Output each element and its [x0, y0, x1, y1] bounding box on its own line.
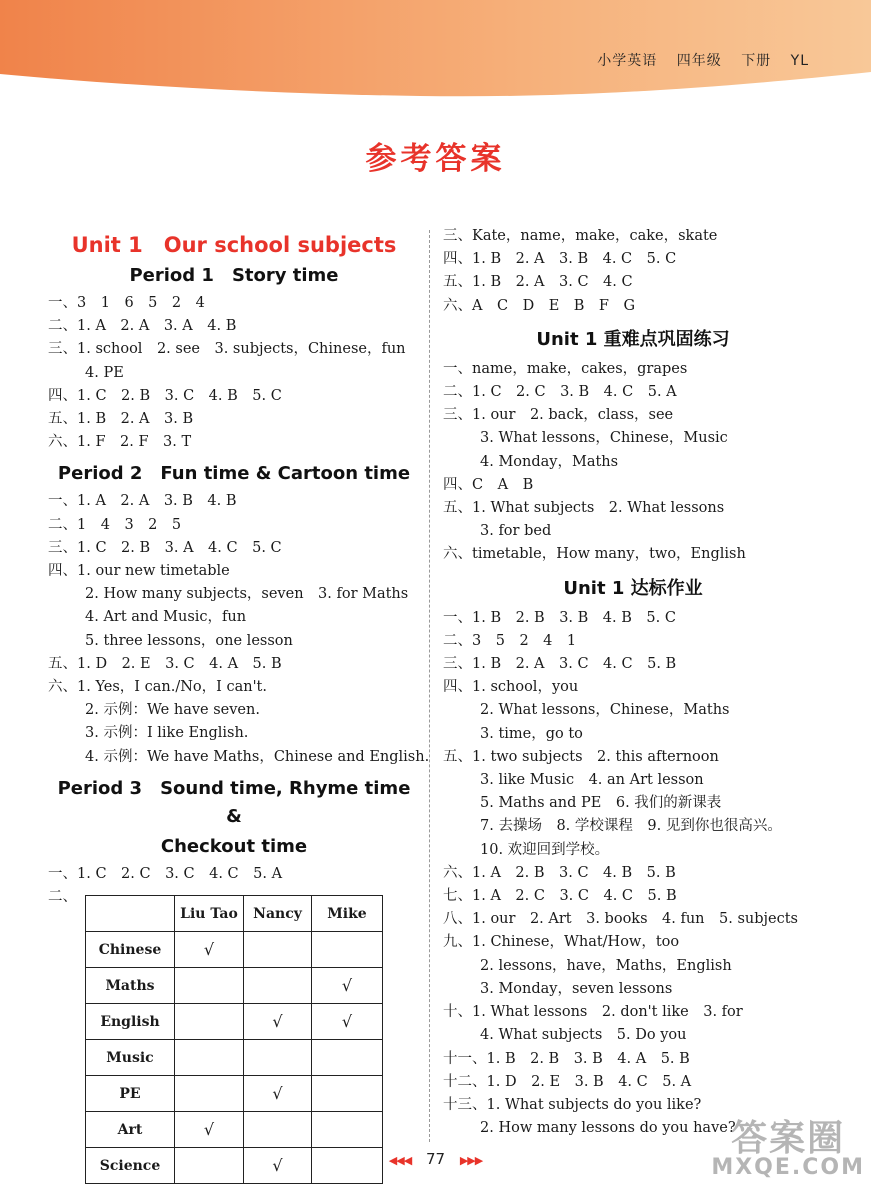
- check-cell: [244, 932, 312, 968]
- answer-line: 三、1. C 2. B 3. A 4. C 5. C: [48, 539, 282, 556]
- table-header-row: [86, 896, 383, 932]
- answer-line: 3. time，go to: [480, 725, 583, 742]
- check-cell: [312, 1076, 383, 1112]
- subject-cell: English: [86, 1004, 175, 1040]
- answer-label: 二、: [48, 889, 77, 906]
- period3-title: Period 3 Sound time, Rhyme time &: [57, 777, 411, 827]
- check-cell: [312, 1112, 383, 1148]
- header-info: [583, 50, 809, 70]
- check-cell: [244, 968, 312, 1004]
- check-cell: [175, 968, 244, 1004]
- period1-title: Period 1 Story time: [129, 265, 339, 286]
- table-corner-cell: [86, 896, 175, 932]
- table-header-cell: Mike: [312, 896, 383, 932]
- check-cell: √: [244, 1076, 312, 1112]
- answer-line: 5. Maths and PE 6. 我们的新课表: [480, 795, 722, 812]
- check-cell: √: [175, 932, 244, 968]
- check-cell: [175, 1004, 244, 1040]
- answer-line: 4. PE: [85, 364, 124, 381]
- page-number: 77: [425, 1150, 446, 1168]
- answer-line: 六、1. F 2. F 3. T: [48, 434, 192, 451]
- answer-line: 一、name，make，cakes，grapes: [443, 360, 688, 377]
- answer-line: 3. Monday，seven lessons: [480, 980, 673, 997]
- period3-title-cont: Checkout time: [160, 835, 308, 857]
- header-grade: 四年级: [676, 53, 722, 69]
- header-edition: YL: [790, 53, 809, 69]
- answer-line: 四、1. B 2. A 3. B 4. C 5. C: [443, 251, 677, 268]
- left-column: [48, 225, 430, 1184]
- page-title: 参考答案: [365, 141, 506, 177]
- answer-line: 四、1. our new timetable: [48, 563, 230, 580]
- answer-line: 3. What lessons，Chinese，Music: [480, 430, 728, 447]
- header-term: 下册: [741, 53, 772, 69]
- answer-line: 2. How many lessons do you have?: [480, 1120, 736, 1137]
- answer-line: 3. 示例：I like English.: [85, 725, 249, 742]
- answer-line: 三、Kate，name，make，cake，skate: [443, 228, 718, 244]
- answer-line: 六、1. A 2. B 3. C 4. B 5. B: [443, 864, 676, 881]
- check-cell: √: [175, 1112, 244, 1148]
- answer-line: 六、1. Yes，I can./No，I can't.: [48, 679, 267, 696]
- answer-line: 三、1. B 2. A 3. C 4. C 5. B: [443, 656, 677, 673]
- subject-cell: Music: [86, 1040, 175, 1076]
- watermark: [711, 1110, 865, 1180]
- answer-line: 2. lessons，have，Maths，English: [480, 957, 732, 974]
- answer-line: 一、1. C 2. C 3. C 4. C 5. A: [48, 865, 283, 882]
- subject-cell: PE: [86, 1076, 175, 1112]
- review-section-title: Unit 1 重难点巩固练习: [536, 328, 730, 350]
- table-row: [86, 1076, 383, 1112]
- answer-line: 二、3 5 2 4 1: [443, 632, 577, 649]
- answer-line: 五、1. D 2. E 3. C 4. A 5. B: [48, 655, 282, 672]
- check-cell: [312, 932, 383, 968]
- answer-line: 五、1. B 2. A 3. C 4. C: [443, 274, 633, 291]
- right-column: [443, 225, 823, 1140]
- assessment-section-title: Unit 1 达标作业: [563, 577, 703, 599]
- answer-line: 4. Monday，Maths: [480, 453, 619, 470]
- table-row: [86, 932, 383, 968]
- answer-line: 2. How many subjects，seven 3. for Maths: [85, 586, 409, 603]
- answer-line: 2. What lessons，Chinese，Maths: [480, 702, 730, 719]
- answer-line: 四、1. C 2. B 3. C 4. B 5. C: [48, 387, 282, 404]
- answer-line: 四、C A B: [443, 476, 534, 493]
- answer-line: 七、1. A 2. C 3. C 4. C 5. B: [443, 888, 677, 905]
- answer-line: 一、3 1 6 5 2 4: [48, 295, 205, 311]
- watermark-url: MXQE.COM: [711, 1155, 865, 1180]
- answer-line: 10. 欢迎回到学校。: [480, 841, 610, 858]
- column-divider: [429, 230, 430, 1142]
- check-cell: [244, 1112, 312, 1148]
- answer-line: 7. 去操场 8. 学校课程 9. 见到你也很高兴。: [480, 818, 782, 835]
- answer-line: 二、1. A 2. A 3. A 4. B: [48, 318, 237, 335]
- arrow-right-icon: ▶▶▶: [459, 1154, 483, 1167]
- answer-line: 四、1. school，you: [443, 679, 579, 696]
- answer-line: 3. like Music 4. an Art lesson: [480, 772, 704, 789]
- answer-line: 五、1. What subjects 2. What lessons: [443, 500, 725, 517]
- answer-line: 3. for bed: [480, 523, 552, 540]
- table-row: [86, 1040, 383, 1076]
- table-row: [86, 1112, 383, 1148]
- watermark-logo: 答案圈: [731, 1118, 846, 1159]
- check-cell: [175, 1040, 244, 1076]
- check-cell: √: [312, 1004, 383, 1040]
- header-subject: 小学英语: [597, 53, 658, 69]
- table-header-cell: Nancy: [244, 896, 312, 932]
- answer-line: 九、1. Chinese，What/How，too: [443, 934, 680, 951]
- answer-line: 4. What subjects 5. Do you: [480, 1027, 687, 1044]
- answer-line: 十三、1. What subjects do you like?: [443, 1096, 702, 1113]
- table-row: [86, 968, 383, 1004]
- answer-line: 五、1. two subjects 2. this afternoon: [443, 748, 719, 765]
- check-cell: [244, 1040, 312, 1076]
- answer-line: 二、1 4 3 2 5: [48, 516, 182, 533]
- answer-line: 十二、1. D 2. E 3. B 4. C 5. A: [443, 1073, 692, 1090]
- answer-line: 十一、1. B 2. B 3. B 4. A 5. B: [443, 1050, 690, 1067]
- answer-line: 六、A C D E B F G: [443, 297, 636, 314]
- subject-cell: Maths: [86, 968, 175, 1004]
- answer-line: 五、1. B 2. A 3. B: [48, 411, 194, 428]
- subject-cell: Chinese: [86, 932, 175, 968]
- answer-line: 2. 示例：We have seven.: [85, 702, 260, 719]
- answer-line: 六、timetable，How many，two，English: [443, 546, 746, 563]
- unit-title: Unit 1 Our school subjects: [71, 233, 397, 257]
- answer-line: 4. 示例：We have Maths，Chinese and English.: [85, 748, 430, 765]
- answer-line: 二、1. C 2. C 3. B 4. C 5. A: [443, 384, 677, 401]
- table-row: [86, 1004, 383, 1040]
- check-cell: √: [244, 1004, 312, 1040]
- answer-line: 三、1. school 2. see 3. subjects，Chinese，fun: [48, 341, 406, 358]
- table-header-cell: Liu Tao: [175, 896, 244, 932]
- check-cell: [312, 1040, 383, 1076]
- answer-line: 三、1. our 2. back，class，see: [443, 407, 674, 424]
- subjects-table: [85, 895, 383, 1184]
- period2-title: Period 2 Fun time & Cartoon time: [57, 463, 411, 485]
- answer-line: 八、1. our 2. Art 3. books 4. fun 5. subjects: [443, 911, 798, 928]
- answer-line: 十、1. What lessons 2. don't like 3. for: [443, 1004, 743, 1021]
- subject-cell: Art: [86, 1112, 175, 1148]
- check-cell: √: [244, 1148, 312, 1184]
- arrow-left-icon: ◀◀◀: [388, 1154, 412, 1167]
- answer-line: 一、1. A 2. A 3. B 4. B: [48, 493, 237, 510]
- answer-line: 5. three lessons，one lesson: [85, 632, 293, 649]
- answer-line: 4. Art and Music，fun: [85, 609, 247, 626]
- check-cell: √: [312, 968, 383, 1004]
- subject-cell: Science: [86, 1148, 175, 1184]
- check-cell: [175, 1076, 244, 1112]
- answer-line: 一、1. B 2. B 3. B 4. B 5. C: [443, 609, 676, 626]
